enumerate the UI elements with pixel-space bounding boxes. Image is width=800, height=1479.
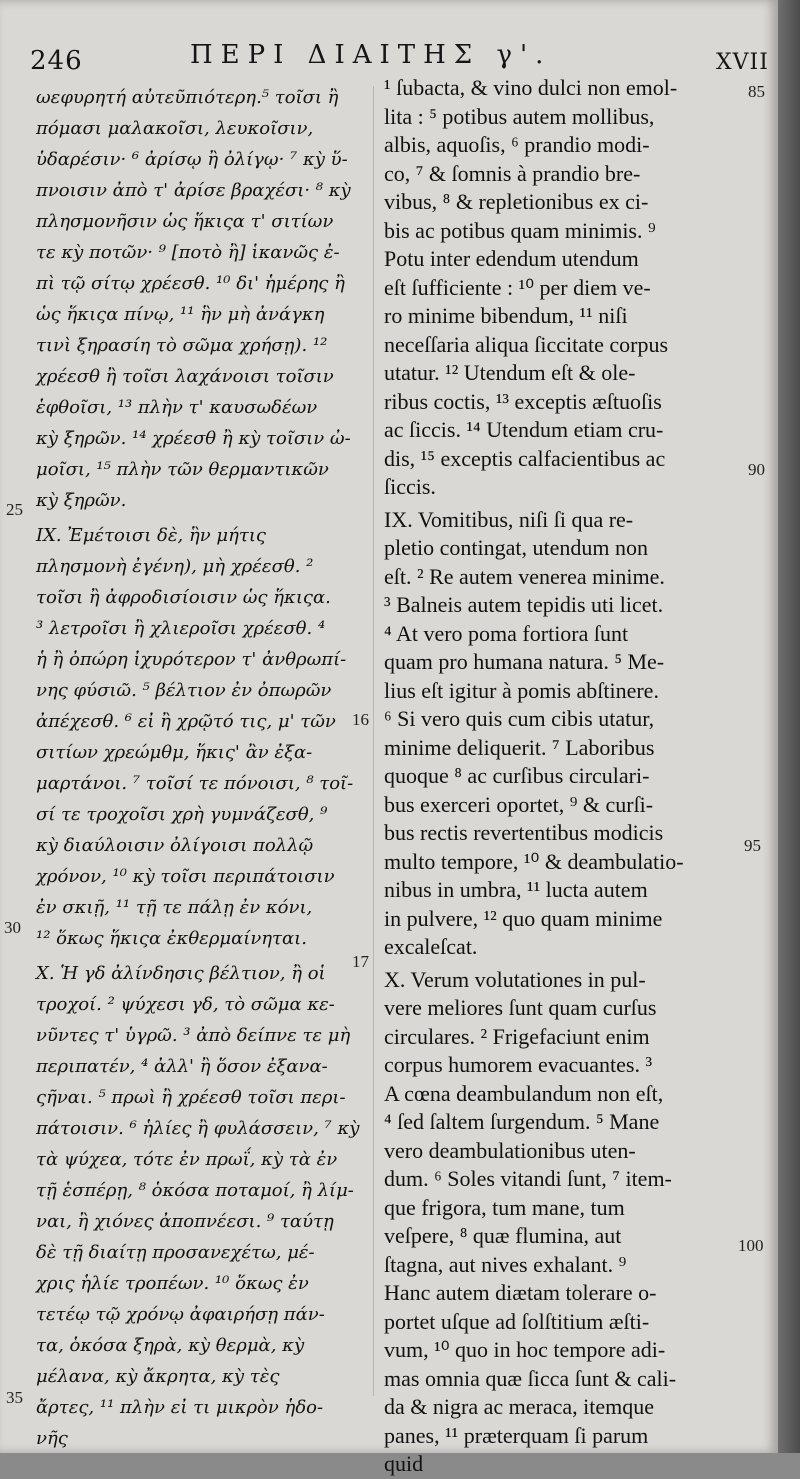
text-line: que frigora, tum mane, tum [384, 1194, 625, 1220]
margin-line-number: 95 [744, 836, 761, 855]
margin-line-number: 25 [6, 500, 23, 519]
text-line: ¹² ὅκως ἥκιςα ἐκθερμαίνηται. [36, 928, 307, 949]
text-line: πλησμονῆσιν ὡς ἥκιςα τ' σιτίων [36, 211, 334, 232]
page-edge-shadow [778, 0, 800, 1453]
margin-line-number: 30 [4, 918, 21, 937]
text-line: corpus humorem evacuantes. ³ [384, 1052, 653, 1077]
text-line: mas omnia quæ ſicca ſunt & cali- [384, 1365, 677, 1391]
text-line: IX. Vomitibus, niſi ſi qua re- [384, 506, 634, 532]
text-line: περιπατέν, ⁴ ἀλλ' ἢ ὅσον ἐξανα- [36, 1056, 328, 1077]
text-line: nibus in umbra, ¹¹ lucta autem [384, 877, 648, 902]
text-line: bus exerceri oportet, ⁹ & curſi- [384, 791, 654, 817]
margin-line-number: 17 [352, 952, 369, 971]
greek-column [36, 82, 366, 1454]
text-line: A cœna deambulandum non eſt, [384, 1080, 664, 1106]
text-line: ἐν σκιῇ, ¹¹ τῇ τε πάλῃ ἐν κόνι, [36, 897, 313, 918]
text-line: τῇ ἑσπέρῃ, ⁸ ὁκόσα ποταμοί, ἢ λίμ- [36, 1180, 354, 1201]
text-line: lita : ⁵ potibus autem mollibus, [384, 103, 655, 129]
text-line: νῦντες τ' ὑγρῶ. ³ ἀπὸ δείπνε τε μὴ [36, 1025, 351, 1046]
text-line: χρέεσθ ἢ τοῖσι λαχάνοισι τοῖσιν [36, 366, 334, 387]
text-line: πάτοισιν. ⁶ ἡλίες ἢ φυλάσσειν, ⁷ κỳ [36, 1118, 360, 1139]
text-line: τινὶ ξηρασίη τὸ σῶμα χρήσῃ). ¹² [36, 335, 328, 356]
text-line: bis ac potibus quam minimis. ⁹ [384, 217, 656, 243]
text-line: quid [384, 1451, 424, 1476]
text-line: ro minime bibendum, ¹¹ niſi [384, 303, 628, 328]
text-line: X. Ἡ γδ ἀλίνδησις βέλτιον, ἢ οἱ [36, 963, 326, 984]
page-number: 246 [30, 46, 83, 76]
text-line: quoque ⁸ ac curſibus circulari- [384, 763, 650, 788]
text-line: dis, ¹⁵ exceptis calfacientibus ac [384, 445, 666, 471]
text-line: σιτίων χρεώμθμ, ἥκις' ἂν ἐξα- [36, 742, 313, 763]
text-line: multo tempore, ¹⁰ & deambulatio- [384, 848, 684, 874]
text-line: ſiccis. [384, 474, 436, 499]
running-title: ΠΕΡΙ ΔΙΑΙΤΗΣ γ'. [190, 40, 552, 70]
text-line: νης φύσιῶ. ⁵ βέλτιον ἐν ὀπωρῶν [36, 680, 332, 701]
text-line: IX. Ἐμέτοισι δὲ, ἣν μήτις [36, 525, 266, 546]
text-line: da & nigra ac meraca, itemque [384, 1394, 654, 1419]
text-line: τα, ὁκόσα ξηρὰ, κỳ θερμὰ, κỳ [36, 1335, 305, 1356]
text-line: χρόνον, ¹⁰ κỳ τοῖσι περιπάτοισιν [36, 866, 335, 887]
text-line: dum. ⁶ Soles vitandi ſunt, ⁷ item- [384, 1166, 672, 1191]
text-line: albis, aquoſis, ⁶ prandio modi- [384, 132, 650, 157]
text-line: τε κỳ ποτῶν· ⁹ [ποτὸ ἢ] ἱκανῶς ἐ- [36, 242, 340, 263]
text-line: τετέῳ τῷ χρόνῳ ἀφαιρήσῃ πάν- [36, 1304, 325, 1325]
text-line: ⁴ At vero poma fortiora ſunt [384, 620, 629, 646]
text-line: κỳ ξηρῶν. [36, 490, 127, 511]
latin-column [384, 74, 748, 1479]
text-line: ⁴ ſed ſaltem ſurgendum. ⁵ Mane [384, 1109, 660, 1134]
text-line: ³ λετροῖσι ἢ χλιεροῖσι χρέεσθ. ⁴ [36, 618, 326, 639]
text-line: τοῖσι ἢ ἀφροδισίοισιν ὡς ἥκιςα. [36, 587, 331, 608]
text-line: utatur. ¹² Utendum eſt & ole- [384, 360, 636, 385]
text-line: ἑφθοῖσι, ¹³ πλὴν τ' καυσωδέων [36, 397, 318, 418]
text-line: ςῆναι. ⁵ πρωὶ ἢ χρέεσθ τοῖσι περι- [36, 1087, 346, 1108]
text-line: ωεφυρητή αὐτεῦπιότερη.⁵ τοῖσι ἢ [36, 87, 339, 108]
text-line: vere meliores ſunt quam curſus [384, 995, 657, 1020]
text-line: χρις ἡλίε τροπέων. ¹⁰ ὅκως ἐν [36, 1273, 309, 1294]
text-line: ribus coctis, ¹³ exceptis æſtuoſis [384, 388, 662, 414]
text-line: τὰ ψύχεα, τότε ἐν πρωΐ, κỳ τὰ ἐν [36, 1149, 338, 1170]
text-line: μοῖσι, ¹⁵ πλὴν τῶν θερμαντικῶν [36, 459, 329, 480]
text-line: Potu inter edendum utendum [384, 246, 639, 271]
text-line: panes, ¹¹ præterquam ſi parum [384, 1422, 649, 1448]
text-line: ac ſiccis. ¹⁴ Utendum etiam cru- [384, 417, 664, 442]
text-line: ὡς ἥκιςα πίνῳ, ¹¹ ἣν μὴ ἀνάγκη [36, 304, 325, 325]
margin-line-number: 16 [352, 710, 369, 729]
text-line: πλησμονὴ ἐγένη), μὴ χρέεσθ. ² [36, 556, 314, 577]
text-line: lius eſt igitur à pomis abſtinere. [384, 677, 659, 703]
text-line: in pulvere, ¹² quo quam minime [384, 905, 663, 931]
text-line: bus rectis revertentibus modicis [384, 820, 664, 845]
text-line: eſt. ² Re autem venerea minime. [384, 563, 665, 589]
text-line: portet uſque ad ſolſtitium æſti- [384, 1308, 650, 1334]
text-line: vibus, ⁸ & repletionibus ex ci- [384, 189, 649, 214]
text-line: μέλανα, κỳ ἄκρητα, κỳ τὲς [36, 1366, 280, 1387]
text-line: pletio contingat, utendum non [384, 535, 648, 560]
text-line: κỳ διαύλοισιν ὀλίγοισι πολλῷ [36, 835, 314, 856]
text-line: co, ⁷ & ſomnis à prandio bre- [384, 160, 641, 186]
margin-line-number: 90 [748, 460, 765, 479]
text-line: σί τε τροχοῖσι χρὴ γυμνάζεσθ, ⁹ [36, 804, 328, 825]
text-line: ἄρτες, ¹¹ πλὴν εἰ τι μικρὸν ἡδο- [36, 1397, 324, 1418]
text-line: πόμασι μαλακοῖσι, λευκοῖσιν, [36, 118, 314, 139]
text-line: vum, ¹⁰ quo in hoc tempore adi- [384, 1337, 666, 1362]
text-line: X. Verum volutationes in pul- [384, 966, 646, 992]
text-line: eſt ſufficiente : ¹⁰ per diem ve- [384, 274, 651, 300]
text-line: δὲ τῇ διαίτῃ προσανεχέτω, μέ- [36, 1242, 315, 1263]
text-line: minime deliquerit. ⁷ Laboribus [384, 734, 655, 760]
text-line: νῆς [36, 1428, 68, 1449]
text-line: πὶ τῷ σίτῳ χρέεσθ. ¹⁰ δι' ἡμέρης ἢ [36, 273, 345, 294]
text-line: τροχοί. ² ψύχεσι γδ, τὸ σῶμα κε- [36, 994, 335, 1015]
text-line: ¹ ſubacta, & vino dulci non emol- [384, 75, 678, 100]
text-line: excaleſcat. [384, 934, 478, 959]
text-line: neceſſaria aliqua ſiccitate corpus [384, 331, 669, 357]
text-line: ἡ ἢ ὀπώρη ἰχυρότερον τ' ἀνθρωπί- [36, 649, 347, 670]
text-line: ἀπέχεσθ. ⁶ εἰ ἢ χρῷτό τις, μ' τῶν [36, 711, 336, 732]
text-line: ναι, ἢ χιόνες ἀποπνέεσι. ⁹ ταύτῃ [36, 1211, 334, 1232]
text-line: Hanc autem diætam tolerare o- [384, 1280, 657, 1305]
text-line: ³ Balneis autem tepidis uti licet. [384, 592, 664, 617]
margin-line-number: 100 [738, 1236, 764, 1255]
text-line: vero deambulationibus uten- [384, 1137, 636, 1163]
text-line: quam pro humana natura. ⁵ Me- [384, 649, 665, 674]
text-line: μαρτάνοι. ⁷ τοῖσί τε πόνοισι, ⁸ τοῖ- [36, 773, 354, 794]
margin-line-number: 85 [748, 82, 765, 101]
margin-line-number: 35 [6, 1388, 23, 1407]
text-line: ⁶ Si vero quis cum cibis utatur, [384, 706, 655, 731]
text-line: πνοισιν ἀπὸ τ' ἀρίσε βραχέσι· ⁸ κỳ [36, 180, 351, 201]
text-line: ſtagna, aut nives exhalant. ⁹ [384, 1251, 627, 1277]
signature-mark: XVII [716, 50, 769, 75]
text-line: circulares. ² Frigefaciunt enim [384, 1023, 650, 1049]
column-gutter [373, 86, 374, 1396]
text-line: ὑδαρέσιν· ⁶ ἀρίσῳ ἢ ὀλίγῳ· ⁷ κỳ ὕ- [36, 149, 348, 170]
text-line: κỳ ξηρῶν. ¹⁴ χρέεσθ ἢ κỳ τοῖσιν ὠ- [36, 428, 351, 449]
text-line: veſpere, ⁸ quæ flumina, aut [384, 1223, 622, 1248]
